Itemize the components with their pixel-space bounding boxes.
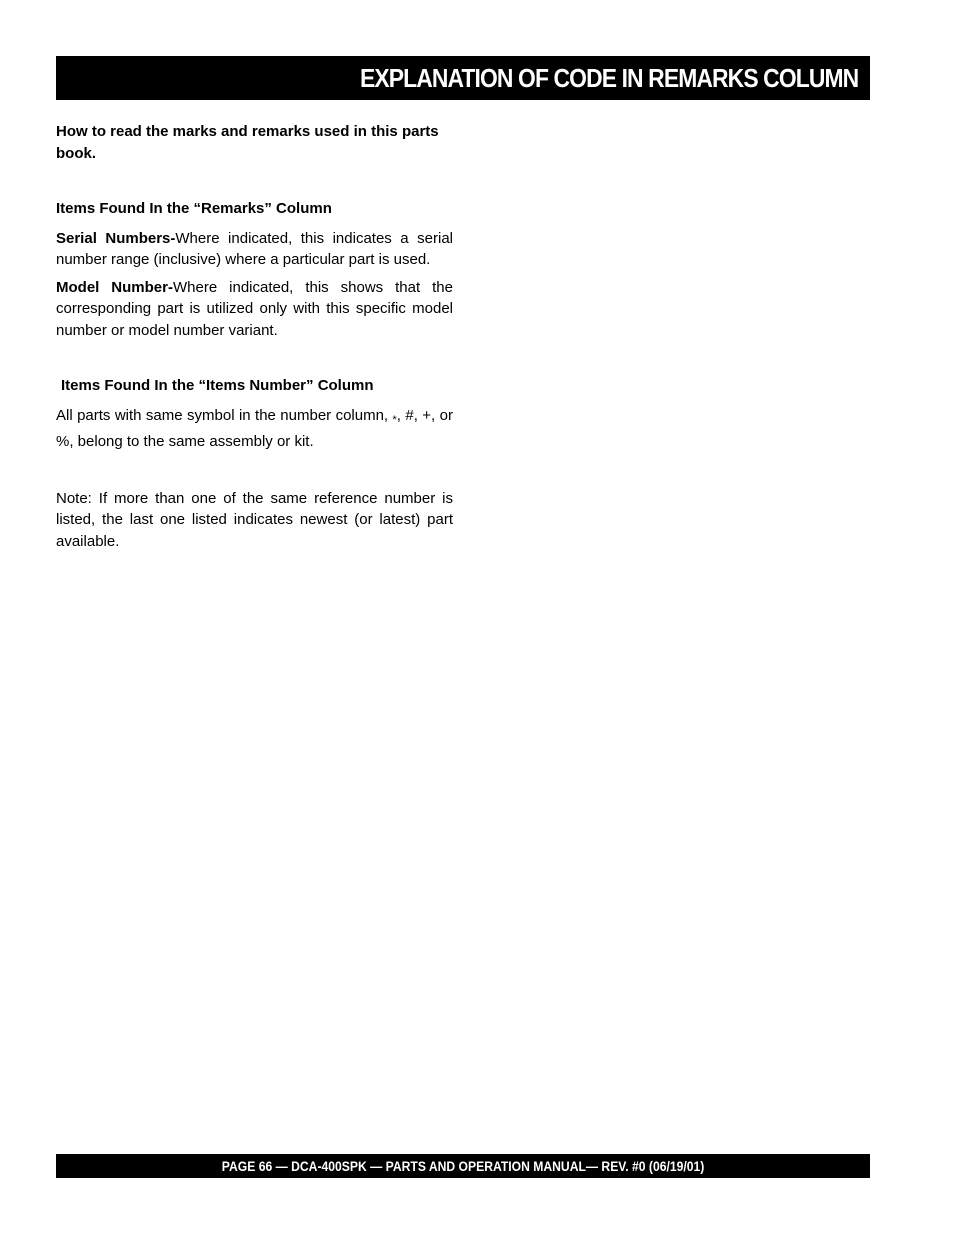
- serial-numbers-term: Serial Numbers-: [56, 229, 176, 247]
- serial-numbers-paragraph: [56, 228, 453, 271]
- footer-text: PAGE 66 — DCA-400SPK — PARTS AND OPERATION MANUAL— REV. #0 (06/19/01): [221, 1158, 705, 1174]
- content-column: [56, 121, 453, 552]
- items-text-after: , #, +, or %, belong to the same assembly or kit.: [56, 406, 453, 450]
- page-title: EXPLANATION OF CODE IN REMARKS COLUMN: [359, 62, 858, 93]
- model-number-text: Where indicated, this shows that the corresponding part is utilized only with this specific model number or model number variant.: [56, 278, 453, 339]
- note-paragraph: Note: If more than one of the same reference number is listed, the last one listed indicates newest (or latest) part available.: [56, 489, 453, 550]
- items-text-before: All parts with same symbol in the number column,: [56, 406, 393, 424]
- page-header: [56, 56, 870, 100]
- model-number-paragraph: [56, 277, 453, 342]
- serial-numbers-text: Where indicated, this indicates a serial number range (inclusive) where a particular part is used.: [56, 229, 453, 268]
- remarks-section-heading: Items Found In the “Remarks” Column: [56, 200, 332, 217]
- items-number-paragraph: [56, 405, 453, 453]
- intro-text: How to read the marks and remarks used in this parts book.: [56, 123, 439, 162]
- asterisk-symbol: *: [392, 413, 397, 426]
- items-section-heading: Items Found In the “Items Number” Column: [61, 377, 374, 394]
- model-number-term: Model Number-: [56, 278, 173, 296]
- page-footer: [56, 1154, 870, 1178]
